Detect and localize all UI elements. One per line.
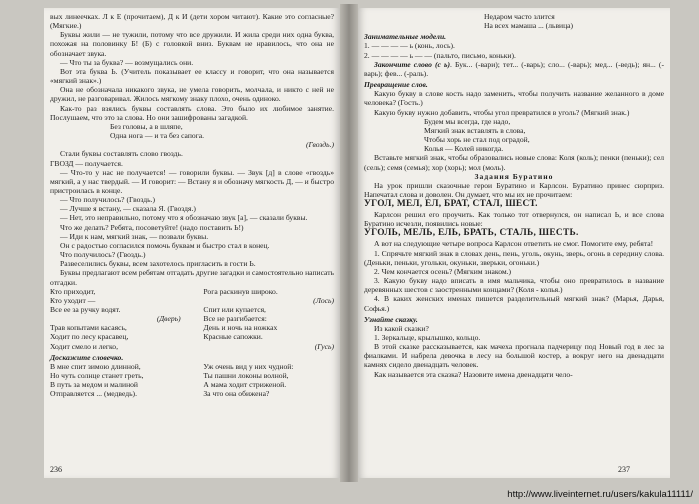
paragraph: Как-то раз взялись буквы составлять слова. Это было их любимое занятие. Послушаем, что это за слова. Но они зашифрованы загадкой. [50,103,334,122]
riddle-answer: (Гвоздь.) [305,140,334,150]
riddle-line: Ты пашни локоны волной, [203,371,289,381]
riddle-column [203,287,334,351]
paragraph: вых линеечках. Л к Е (прочитаем), Д к И (дети хором читают). Какие это согласные? (Мягкие.) [50,12,334,31]
paragraph: Из какой сказки? [374,323,429,333]
paragraph: — Что получилось? (Гвоздь.) [60,195,156,205]
riddle-line: Все не разгибается: [203,314,267,324]
section-heading: Узнайте сказку. [364,314,418,324]
verse [364,12,664,30]
riddle [50,122,334,149]
riddle-line: Кто уходит — [50,295,96,305]
riddle-line: Рога раскинув широко. [203,286,278,296]
riddle-line: Отправляется ... (медведь). [50,389,137,399]
source-url: http://www.liveinternet.ru/users/kakula11111/ [507,489,693,500]
right-page-text [364,12,664,458]
poem-line: Будем мы всегда, где надо, [424,116,511,126]
riddle-answer: (Дверь) [156,314,181,324]
paragraph: Он с радостью согласился помочь буквам и быстро стал в конец. [60,240,270,250]
riddles-block [50,287,334,351]
paragraph: — Что-то у нас не получается! — говорили буквы. — Звук [д] в слове «гвоздь» мягкий, а у нас твердый. — И говорит: — Встану я и обозначу мягкость Д, — и быстро пристроилась в конце. [50,167,334,195]
word-list: УГОЛЬ, МЕЛЬ, ЕЛЬ, БРАТЬ, СТАЛЬ, ШЕСТЬ. [364,228,579,239]
paragraph [364,60,664,78]
riddle-line: В мне спит зимою длинной, [50,361,141,371]
paragraph: — Иди к нам, мягкий знак, — позвали буквы. [60,231,209,241]
word-list: УГОЛ, МЕЛ, ЕЛ, БРАТ, СТАЛ, ШЕСТ. [364,199,538,210]
riddles-block [50,362,334,399]
paragraph: 3. Какую букву надо вписать в имя мальчика, чтобы оно превратилось в название деревянных шестов с заостренными концами? (Коля - колья.) [364,276,664,295]
page-number: 237 [618,465,630,474]
riddle-line: За что она обижена? [203,389,270,399]
paragraph: — Что ты за буква? — возмущались они. [60,57,194,67]
book-gutter [340,4,358,482]
section-heading: Доскажите словечко. [50,352,124,362]
paragraph: 1. Спрячьте мягкий знак в словах день, пень, уголь, окунь, зверь, огонь в середину слова. (Деньки, пеньки, угольки, окуньки, зверьки, огоньки.) [364,248,664,267]
riddle-column [50,362,181,399]
riddle-line: Но чуть солнце станет греть, [50,371,144,381]
riddle-line: Все ее за ручку водят. [50,305,121,314]
riddle-line: Одна нога — и та без сапога. [110,131,205,141]
riddle-line: Без головы, а в шляпе, [110,121,183,131]
paragraph: На урок пришли сказочные герои Буратино и Карлсон. Буратино принес сюрприз. Напечатал слова и доволен. Он думает, что мы их не прочитаем: [364,180,664,199]
left-page [44,8,340,478]
paragraph: 4. В каких женских именах пишется разделительный мягкий знак? (Марья, Дарья, Софья.) [364,294,664,313]
riddle-answer: (Гусь) [314,341,334,351]
poem [364,117,664,154]
paragraph: Какую букву в слове кость надо заменить, чтобы получить название желанного в доме человека? (Гость.) [364,89,664,108]
paragraph: Стали буквы составлять слово гвоздь. [60,149,183,159]
riddle-line: Трав копытами касаясь, [50,323,127,333]
paragraph: Что получилось? (Гвоздь.) [60,250,146,260]
inline-heading: Закончите слово (с ь) [374,59,451,69]
paragraph: Какую букву нужно добавить, чтобы угол превратился в уголь? (Мягкий знак.) [374,107,630,117]
riddle-line: День и ночь на ножках [203,323,278,333]
paragraph: 2. — — — — ь — — (пальто, письмо, коньки). [364,50,516,60]
riddle-line: А мама ходит стриженой. [203,380,287,390]
paragraph: В этой сказке рассказывается, как мачеха прогнала падчерицу под Новый год в лес за фиалками. И набрела девочка в лесу на большой костер, а вокруг него на двенадцати камнях сидело двенадцать человек. [364,342,664,370]
riddle-line: Ходит по лесу красавец, [50,332,129,342]
paragraph: Вставьте мягкий знак, чтобы образовались новые слова: Коля (коль); пенки (пеньки); сел (сель); семя (семья); хор (хорь); мол (моль). [364,153,664,172]
riddle-column [50,287,181,351]
paragraph: Что же делать? Ребята, посоветуйте! (надо поставить Ь!) [60,222,244,232]
paragraph: Развеселились буквы, всем захотелось пригласить в гости Ь. [60,259,256,269]
paragraph: Она не обозначала никакого звука, не умела говорить, молчала, и никто с ней не дружил, не разговаривал. Жилось мягкому знаку плохо, очень одиноко. [50,85,334,104]
right-page [358,8,670,478]
riddle-line: Красные сапожки. [203,332,263,342]
riddle-line: Кто приходит, [50,286,96,296]
paragraph: — Нет, это неправильно, потому что я обозначаю звук [а], — сказали буквы. [60,213,308,223]
paragraph: Карлсон решил его проучить. Как только тот отвернулся, он написал Ь, и все слова Буратино исчезли, появились новые: [364,210,664,229]
riddle-line: Спит или купается, [203,305,266,314]
riddle-line: Ходит смело и легко, [50,341,118,351]
page-number: 236 [50,465,62,474]
section-heading: Превращение слов. [364,80,428,90]
paragraph-text: . Бук... (-вари); тет... (-варь); сло... (-варь); мед... (-ведь); ян... (-варь); фев... (-раль). [364,59,664,78]
verse-line: На всех мамаша ... (львица) [484,21,574,31]
riddle-column [203,362,334,399]
riddle-answer: (Лось) [313,295,334,305]
poem-line: Чтобы хорь не стал под оградой, [424,135,530,145]
paragraph: 1. Зеркальце, крылышко, кольцо. [374,333,481,342]
riddle-line: Уж очень вид у них чудной: [203,361,294,371]
paragraph: 1. — — — — ь (конь, лось). [364,41,455,51]
section-title: Задания Буратино [474,171,554,181]
paragraph: — Лучше я встану, — сказала Я. (Гвоздя.) [60,204,196,214]
poem-line: Мягкий знак вставлять в слова, [424,125,526,135]
verse-line: Недаром часто злится [484,12,555,21]
section-heading: Занимательные модели. [364,32,447,42]
riddle-line: В путь за медом и малиной [50,380,138,390]
paragraph: Буквы жили — не тужили, потому что все дружили. И жила среди них одна буква, похожая на половинку Б! (Б) с головкой вниз. Буквам не нравилось, что она не обозначает звука. [50,30,334,58]
paragraph: А вот на следующие четыре вопроса Карлсон ответить не смог. Помогите ему, ребята! [374,239,654,249]
paragraph: Вот эта буква Ь. (Учитель показывает ее классу и говорит, что она называется «мягкий знак».) [50,66,334,86]
paragraph: Как называется эта сказка? Назовите имена двенадцати чело- [374,369,573,379]
paragraph: Буквы предлагают всем ребятам отгадать другие загадки и самостоятельно написать отгадки. [50,268,334,287]
poem-line: Колья — Колей никогда. [424,144,504,154]
left-page-text [50,12,334,458]
paragraph: ГВОЗД — получается. [50,158,123,168]
paragraph: 2. Чем кончается осень? (Мягким знаком.) [374,266,512,276]
